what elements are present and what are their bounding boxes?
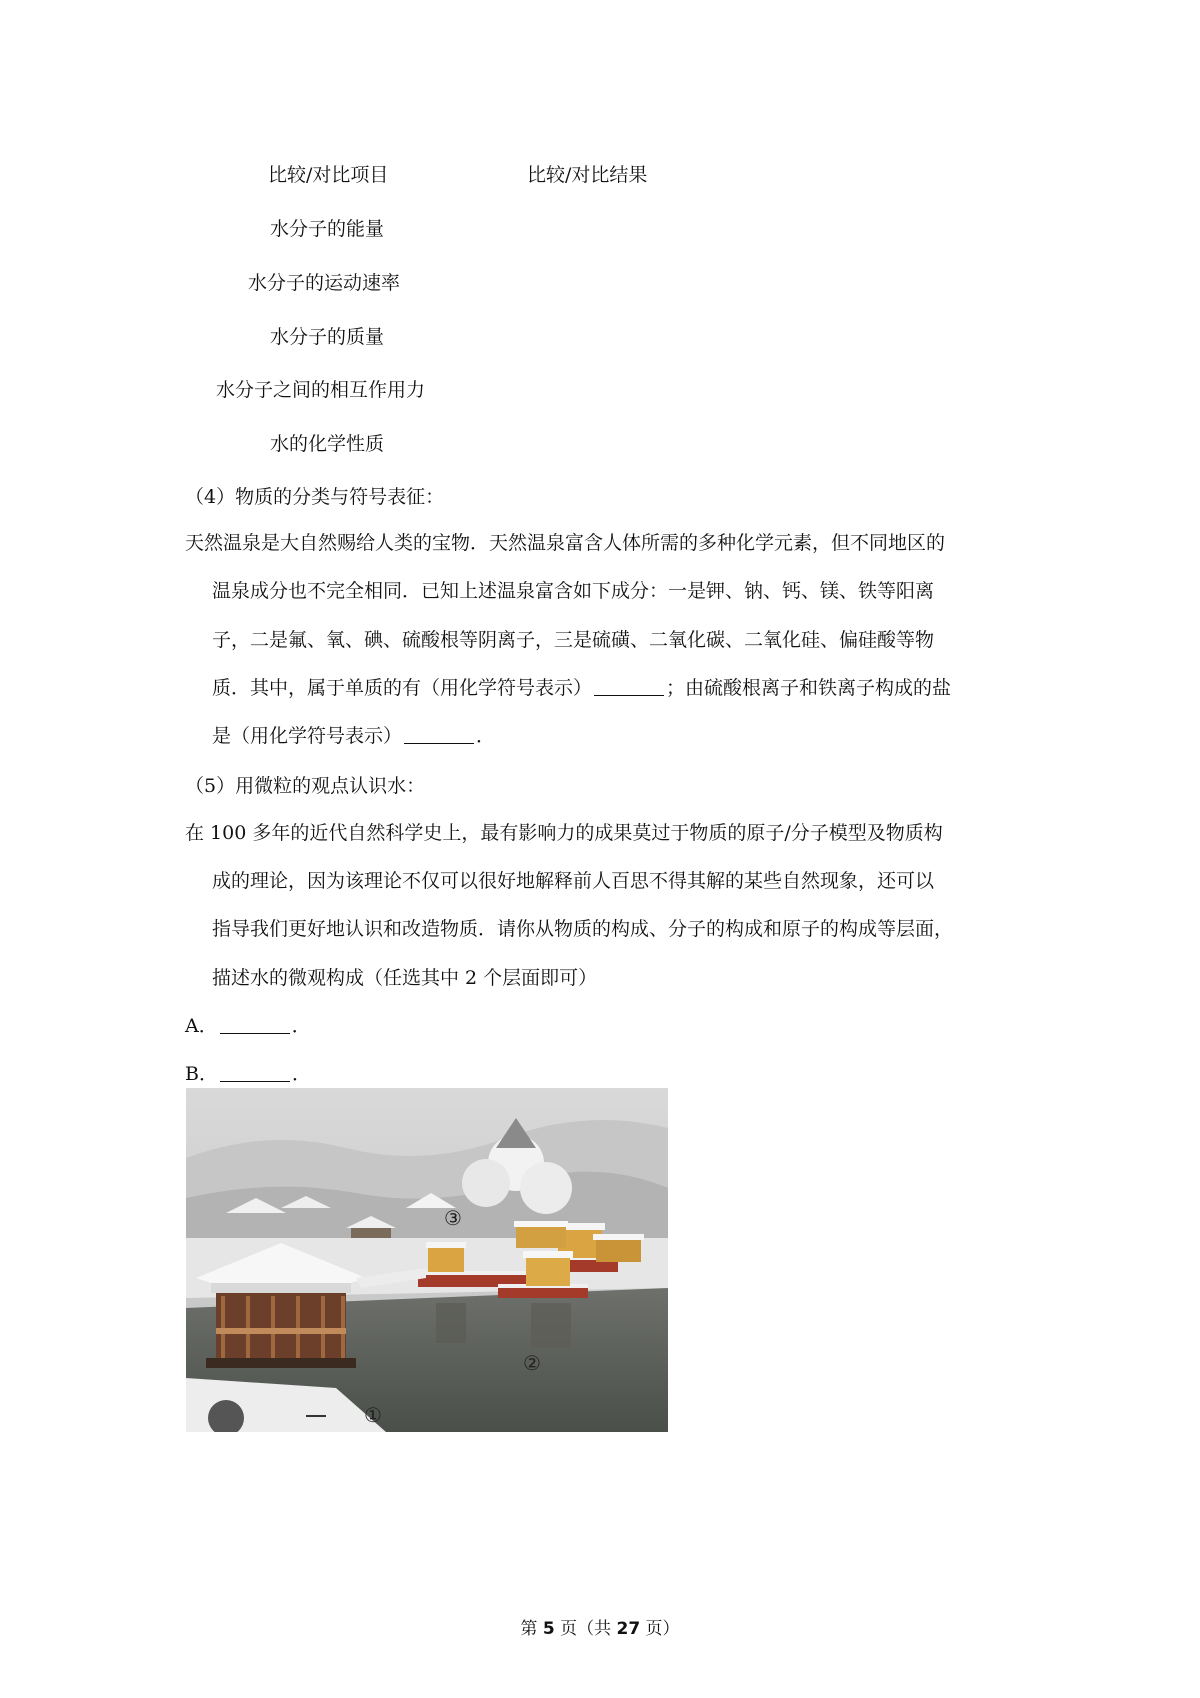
- table-row-mass: 水分子的质量: [270, 326, 385, 348]
- answer-b-label: B．: [185, 1063, 218, 1085]
- section4-line-4-text-a: 质．其中，属于单质的有（用化学符号表示）: [212, 677, 593, 699]
- section4-line-5-text-b: ．: [476, 725, 496, 747]
- hot-spring-illustration: [186, 1088, 668, 1432]
- answer-b-end: ．: [291, 1063, 311, 1085]
- section4-line-1: 天然温泉是大自然赐给人类的宝物．天然温泉富含人体所需的多种化学元素，但不同地区的: [185, 532, 946, 554]
- section5-line-4: 描述水的微观构成（任选其中 2 个层面即可）: [212, 967, 598, 989]
- section4-heading: （4）物质的分类与符号表征：: [185, 486, 445, 508]
- answer-b-line: [185, 1062, 311, 1086]
- answer-blank-elements[interactable]: [594, 677, 664, 696]
- section4-line-5-text-a: 是（用化学符号表示）: [212, 725, 403, 747]
- table-header-item: 比较/对比项目: [268, 164, 389, 186]
- section4-line-4: [212, 676, 951, 700]
- marker-3: ③: [444, 1206, 462, 1230]
- answer-blank-b[interactable]: [220, 1063, 290, 1082]
- table-row-chemical: 水的化学性质: [270, 433, 385, 455]
- section4-line-3: 子，二是氟、氧、碘、硫酸根等阴离子，三是硫磺、二氧化碳、二氧化硅、偏硅酸等物: [212, 629, 935, 651]
- section5-line-2: 成的理论，因为该理论不仅可以很好地解释前人百思不得其解的某些自然现象，还可以: [212, 870, 935, 892]
- hot-spring-photo: [186, 1088, 668, 1432]
- marker-2: ②: [523, 1351, 541, 1375]
- footer-page-number: 5: [542, 1619, 555, 1639]
- table-row-speed: 水分子的运动速率: [248, 272, 401, 294]
- section4-line-2: 温泉成分也不完全相同．已知上述温泉富含如下成分：一是钾、钠、钙、镁、铁等阳离: [212, 580, 935, 602]
- marker-1: ①: [364, 1403, 382, 1427]
- section5-heading: （5）用微粒的观点认识水：: [185, 775, 426, 797]
- table-row-interaction: 水分子之间的相互作用力: [216, 379, 426, 401]
- answer-a-line: [185, 1014, 311, 1038]
- section4-line-4-text-b: ；由硫酸根离子和铁离子构成的盐: [666, 677, 952, 699]
- answer-a-end: ．: [291, 1015, 311, 1037]
- footer-pre: 第: [520, 1619, 543, 1639]
- section5-line-3: 指导我们更好地认识和改造物质．请你从物质的构成、分子的构成和原子的构成等层面，: [212, 918, 954, 940]
- page-footer: [0, 1614, 1200, 1639]
- footer-post: 页）: [640, 1619, 680, 1639]
- answer-a-label: A．: [185, 1015, 218, 1037]
- table-header-result: 比较/对比结果: [527, 164, 648, 186]
- section4-line-5: [212, 724, 495, 748]
- section5-line-1: 在 100 多年的近代自然科学史上，最有影响力的成果莫过于物质的原子/分子模型及物质构: [185, 822, 943, 844]
- footer-mid: 页（共: [554, 1619, 617, 1639]
- answer-blank-a[interactable]: [220, 1015, 290, 1034]
- table-row-energy: 水分子的能量: [270, 218, 385, 240]
- answer-blank-salt[interactable]: [404, 725, 474, 744]
- footer-total-pages: 27: [616, 1619, 641, 1639]
